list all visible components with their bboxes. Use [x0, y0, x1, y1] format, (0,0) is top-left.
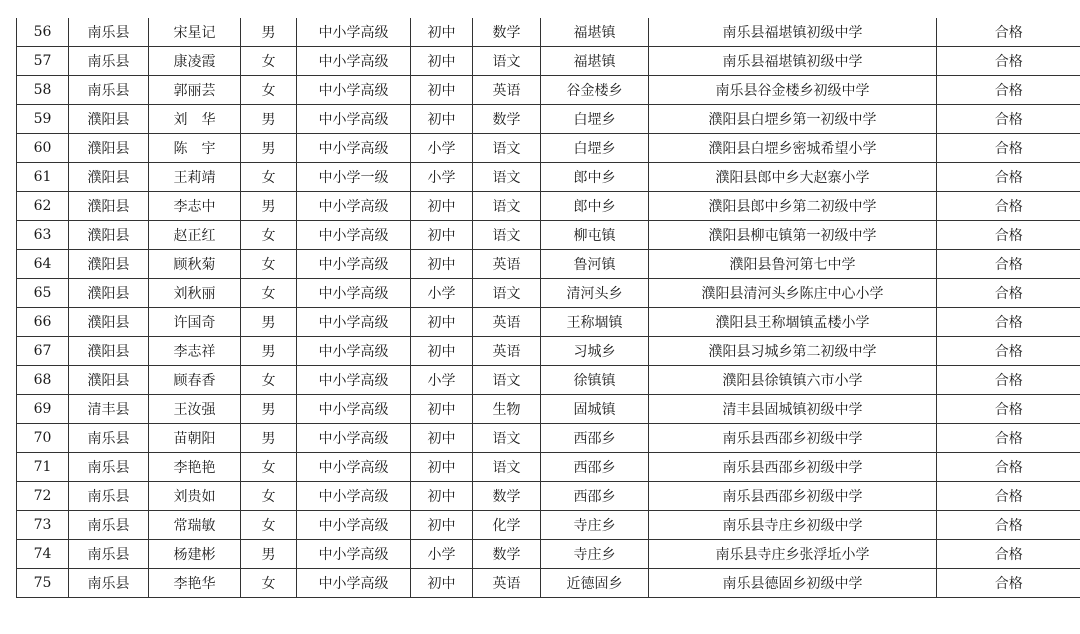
subject-cell: 数学 [473, 105, 541, 134]
town-cell: 鲁河镇 [541, 250, 649, 279]
level-cell: 初中 [411, 47, 473, 76]
name-cell: 李艳艳 [149, 453, 241, 482]
town-cell: 白堽乡 [541, 105, 649, 134]
seq-cell: 62 [17, 192, 69, 221]
subject-cell: 语文 [473, 134, 541, 163]
subject-cell: 数学 [473, 540, 541, 569]
table-row [17, 395, 1080, 424]
name-cell: 郭丽芸 [149, 76, 241, 105]
school-cell: 南乐县寺庄乡初级中学 [649, 511, 937, 540]
school-cell: 南乐县德固乡初级中学 [649, 569, 937, 598]
title-cell: 中小学一级 [297, 163, 411, 192]
result-cell: 合格 [937, 163, 1080, 192]
county-cell: 濮阳县 [69, 134, 149, 163]
name-cell: 康凌霞 [149, 47, 241, 76]
county-cell: 南乐县 [69, 453, 149, 482]
county-cell: 清丰县 [69, 395, 149, 424]
title-cell: 中小学高级 [297, 192, 411, 221]
gender-cell: 男 [241, 134, 297, 163]
gender-cell: 女 [241, 47, 297, 76]
school-cell: 濮阳县白堽乡第一初级中学 [649, 105, 937, 134]
subject-cell: 语文 [473, 366, 541, 395]
subject-cell: 英语 [473, 76, 541, 105]
school-cell: 濮阳县鲁河第七中学 [649, 250, 937, 279]
gender-cell: 男 [241, 337, 297, 366]
school-cell: 南乐县西邵乡初级中学 [649, 482, 937, 511]
subject-cell: 语文 [473, 453, 541, 482]
result-cell: 合格 [937, 47, 1080, 76]
town-cell: 福堪镇 [541, 18, 649, 47]
town-cell: 习城乡 [541, 337, 649, 366]
gender-cell: 女 [241, 569, 297, 598]
seq-cell: 67 [17, 337, 69, 366]
level-cell: 初中 [411, 395, 473, 424]
county-cell: 濮阳县 [69, 163, 149, 192]
seq-cell: 73 [17, 511, 69, 540]
town-cell: 福堪镇 [541, 47, 649, 76]
table-row [17, 540, 1080, 569]
level-cell: 小学 [411, 279, 473, 308]
name-cell: 陈 宇 [149, 134, 241, 163]
subject-cell: 语文 [473, 221, 541, 250]
name-cell: 王汝强 [149, 395, 241, 424]
town-cell: 西邵乡 [541, 453, 649, 482]
county-cell: 濮阳县 [69, 308, 149, 337]
name-cell: 苗朝阳 [149, 424, 241, 453]
gender-cell: 男 [241, 424, 297, 453]
subject-cell: 化学 [473, 511, 541, 540]
seq-cell: 70 [17, 424, 69, 453]
table-body [17, 18, 1080, 598]
county-cell: 濮阳县 [69, 337, 149, 366]
title-cell: 中小学高级 [297, 569, 411, 598]
seq-cell: 57 [17, 47, 69, 76]
name-cell: 刘 华 [149, 105, 241, 134]
county-cell: 濮阳县 [69, 279, 149, 308]
level-cell: 初中 [411, 424, 473, 453]
level-cell: 初中 [411, 482, 473, 511]
gender-cell: 男 [241, 540, 297, 569]
name-cell: 李志中 [149, 192, 241, 221]
title-cell: 中小学高级 [297, 366, 411, 395]
table-row [17, 192, 1080, 221]
town-cell: 谷金楼乡 [541, 76, 649, 105]
school-cell: 南乐县福堪镇初级中学 [649, 47, 937, 76]
name-cell: 李艳华 [149, 569, 241, 598]
result-cell: 合格 [937, 105, 1080, 134]
subject-cell: 数学 [473, 18, 541, 47]
seq-cell: 58 [17, 76, 69, 105]
result-cell: 合格 [937, 76, 1080, 105]
name-cell: 刘贵如 [149, 482, 241, 511]
level-cell: 初中 [411, 337, 473, 366]
title-cell: 中小学高级 [297, 47, 411, 76]
town-cell: 柳屯镇 [541, 221, 649, 250]
table-row [17, 221, 1080, 250]
result-cell: 合格 [937, 221, 1080, 250]
name-cell: 赵正红 [149, 221, 241, 250]
result-cell: 合格 [937, 366, 1080, 395]
seq-cell: 63 [17, 221, 69, 250]
table-row [17, 76, 1080, 105]
title-cell: 中小学高级 [297, 221, 411, 250]
town-cell: 白堽乡 [541, 134, 649, 163]
school-cell: 濮阳县王称堌镇孟楼小学 [649, 308, 937, 337]
result-cell: 合格 [937, 337, 1080, 366]
subject-cell: 英语 [473, 308, 541, 337]
subject-cell: 数学 [473, 482, 541, 511]
county-cell: 南乐县 [69, 482, 149, 511]
title-cell: 中小学高级 [297, 482, 411, 511]
table-row [17, 569, 1080, 598]
seq-cell: 56 [17, 18, 69, 47]
table-row [17, 279, 1080, 308]
gender-cell: 男 [241, 395, 297, 424]
table-row [17, 337, 1080, 366]
county-cell: 南乐县 [69, 47, 149, 76]
seq-cell: 60 [17, 134, 69, 163]
subject-cell: 语文 [473, 192, 541, 221]
name-cell: 李志祥 [149, 337, 241, 366]
school-cell: 濮阳县柳屯镇第一初级中学 [649, 221, 937, 250]
gender-cell: 女 [241, 453, 297, 482]
result-cell: 合格 [937, 192, 1080, 221]
level-cell: 初中 [411, 308, 473, 337]
county-cell: 濮阳县 [69, 250, 149, 279]
county-cell: 南乐县 [69, 18, 149, 47]
level-cell: 小学 [411, 366, 473, 395]
subject-cell: 语文 [473, 424, 541, 453]
name-cell: 许国奇 [149, 308, 241, 337]
table-row [17, 482, 1080, 511]
result-cell: 合格 [937, 540, 1080, 569]
subject-cell: 英语 [473, 569, 541, 598]
seq-cell: 74 [17, 540, 69, 569]
gender-cell: 男 [241, 105, 297, 134]
level-cell: 初中 [411, 105, 473, 134]
school-cell: 南乐县西邵乡初级中学 [649, 453, 937, 482]
level-cell: 小学 [411, 163, 473, 192]
county-cell: 濮阳县 [69, 221, 149, 250]
county-cell: 濮阳县 [69, 105, 149, 134]
level-cell: 小学 [411, 134, 473, 163]
name-cell: 刘秋丽 [149, 279, 241, 308]
town-cell: 郎中乡 [541, 163, 649, 192]
town-cell: 郎中乡 [541, 192, 649, 221]
result-cell: 合格 [937, 134, 1080, 163]
seq-cell: 68 [17, 366, 69, 395]
result-cell: 合格 [937, 250, 1080, 279]
town-cell: 寺庄乡 [541, 540, 649, 569]
town-cell: 寺庄乡 [541, 511, 649, 540]
table-row [17, 453, 1080, 482]
school-cell: 濮阳县郎中乡大赵寨小学 [649, 163, 937, 192]
gender-cell: 女 [241, 221, 297, 250]
gender-cell: 女 [241, 511, 297, 540]
gender-cell: 男 [241, 192, 297, 221]
school-cell: 濮阳县习城乡第二初级中学 [649, 337, 937, 366]
level-cell: 初中 [411, 250, 473, 279]
gender-cell: 女 [241, 163, 297, 192]
town-cell: 清河头乡 [541, 279, 649, 308]
result-cell: 合格 [937, 279, 1080, 308]
county-cell: 南乐县 [69, 511, 149, 540]
result-cell: 合格 [937, 482, 1080, 511]
school-cell: 濮阳县清河头乡陈庄中心小学 [649, 279, 937, 308]
title-cell: 中小学高级 [297, 250, 411, 279]
level-cell: 初中 [411, 511, 473, 540]
town-cell: 西邵乡 [541, 424, 649, 453]
town-cell: 王称堌镇 [541, 308, 649, 337]
level-cell: 初中 [411, 18, 473, 47]
school-cell: 南乐县西邵乡初级中学 [649, 424, 937, 453]
school-cell: 濮阳县徐镇镇六市小学 [649, 366, 937, 395]
town-cell: 西邵乡 [541, 482, 649, 511]
table-row [17, 18, 1080, 47]
county-cell: 濮阳县 [69, 192, 149, 221]
table-row [17, 47, 1080, 76]
county-cell: 南乐县 [69, 569, 149, 598]
town-cell: 近德固乡 [541, 569, 649, 598]
result-cell: 合格 [937, 18, 1080, 47]
subject-cell: 生物 [473, 395, 541, 424]
title-cell: 中小学高级 [297, 511, 411, 540]
gender-cell: 女 [241, 250, 297, 279]
result-cell: 合格 [937, 308, 1080, 337]
table-row [17, 308, 1080, 337]
title-cell: 中小学高级 [297, 134, 411, 163]
title-cell: 中小学高级 [297, 76, 411, 105]
title-cell: 中小学高级 [297, 453, 411, 482]
result-cell: 合格 [937, 569, 1080, 598]
title-cell: 中小学高级 [297, 337, 411, 366]
seq-cell: 75 [17, 569, 69, 598]
seq-cell: 65 [17, 279, 69, 308]
school-cell: 南乐县谷金楼乡初级中学 [649, 76, 937, 105]
seq-cell: 71 [17, 453, 69, 482]
name-cell: 常瑞敏 [149, 511, 241, 540]
table-row [17, 424, 1080, 453]
gender-cell: 女 [241, 366, 297, 395]
level-cell: 小学 [411, 540, 473, 569]
table-row [17, 105, 1080, 134]
town-cell: 固城镇 [541, 395, 649, 424]
subject-cell: 英语 [473, 250, 541, 279]
subject-cell: 语文 [473, 47, 541, 76]
name-cell: 顾秋菊 [149, 250, 241, 279]
name-cell: 顾春香 [149, 366, 241, 395]
level-cell: 初中 [411, 453, 473, 482]
school-cell: 南乐县寺庄乡张浮坵小学 [649, 540, 937, 569]
name-cell: 宋星记 [149, 18, 241, 47]
gender-cell: 男 [241, 308, 297, 337]
seq-cell: 61 [17, 163, 69, 192]
school-cell: 濮阳县郎中乡第二初级中学 [649, 192, 937, 221]
name-cell: 杨建彬 [149, 540, 241, 569]
title-cell: 中小学高级 [297, 395, 411, 424]
county-cell: 南乐县 [69, 424, 149, 453]
school-cell: 南乐县福堪镇初级中学 [649, 18, 937, 47]
county-cell: 南乐县 [69, 76, 149, 105]
name-cell: 王莉靖 [149, 163, 241, 192]
gender-cell: 女 [241, 76, 297, 105]
gender-cell: 男 [241, 18, 297, 47]
seq-cell: 66 [17, 308, 69, 337]
result-cell: 合格 [937, 395, 1080, 424]
level-cell: 初中 [411, 76, 473, 105]
result-cell: 合格 [937, 453, 1080, 482]
title-cell: 中小学高级 [297, 424, 411, 453]
gender-cell: 女 [241, 482, 297, 511]
school-cell: 濮阳县白堽乡密城希望小学 [649, 134, 937, 163]
level-cell: 初中 [411, 192, 473, 221]
result-cell: 合格 [937, 511, 1080, 540]
county-cell: 濮阳县 [69, 366, 149, 395]
level-cell: 初中 [411, 569, 473, 598]
results-table-sheet [16, 18, 1080, 598]
seq-cell: 64 [17, 250, 69, 279]
table-row [17, 511, 1080, 540]
county-cell: 南乐县 [69, 540, 149, 569]
table-row [17, 366, 1080, 395]
gender-cell: 女 [241, 279, 297, 308]
seq-cell: 72 [17, 482, 69, 511]
results-table [16, 18, 1080, 598]
title-cell: 中小学高级 [297, 105, 411, 134]
title-cell: 中小学高级 [297, 540, 411, 569]
seq-cell: 59 [17, 105, 69, 134]
table-row [17, 163, 1080, 192]
subject-cell: 语文 [473, 279, 541, 308]
title-cell: 中小学高级 [297, 18, 411, 47]
seq-cell: 69 [17, 395, 69, 424]
school-cell: 清丰县固城镇初级中学 [649, 395, 937, 424]
subject-cell: 语文 [473, 163, 541, 192]
table-row [17, 250, 1080, 279]
title-cell: 中小学高级 [297, 308, 411, 337]
subject-cell: 英语 [473, 337, 541, 366]
title-cell: 中小学高级 [297, 279, 411, 308]
table-row [17, 134, 1080, 163]
result-cell: 合格 [937, 424, 1080, 453]
level-cell: 初中 [411, 221, 473, 250]
town-cell: 徐镇镇 [541, 366, 649, 395]
